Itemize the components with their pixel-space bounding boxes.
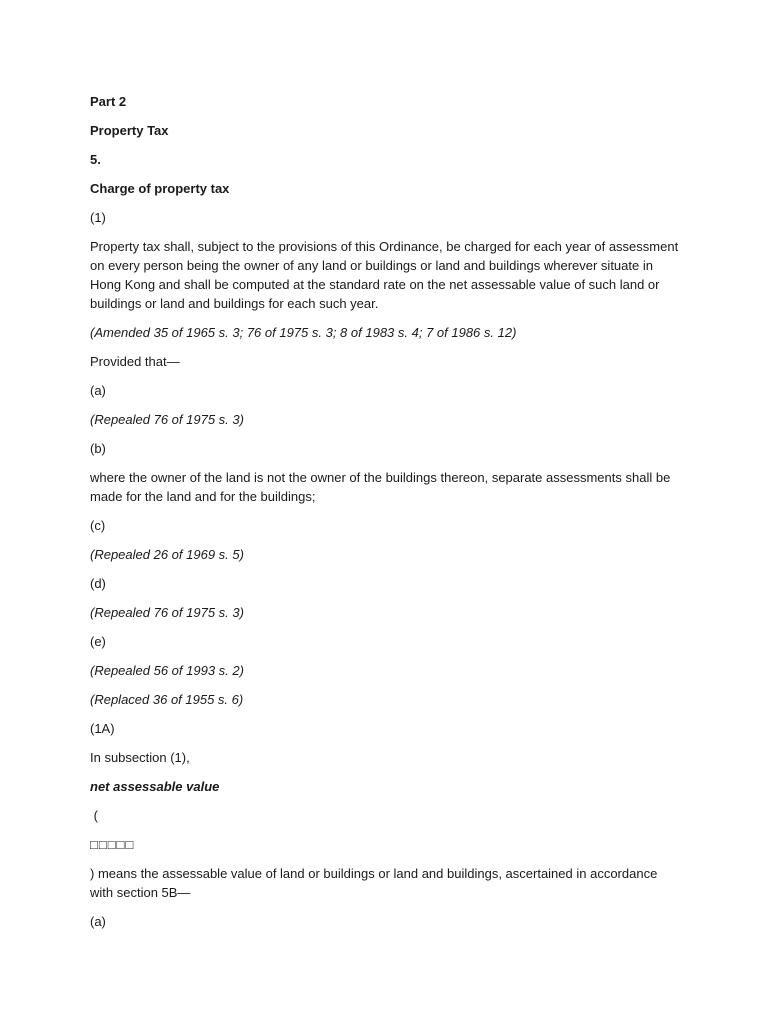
subsection-1-label: (1) <box>90 210 106 225</box>
open-parenthesis: ( <box>90 808 98 823</box>
document-page <box>90 92 680 941</box>
section-title: Charge of property tax <box>90 181 230 196</box>
paragraph-c-label: (c) <box>90 518 106 533</box>
defined-term: net assessable value <box>90 779 220 794</box>
replaced-note: (Replaced 36 of 1955 s. 6) <box>90 692 244 707</box>
subsection-1a-label: (1A) <box>90 721 115 736</box>
paragraph-a-repealed-note: (Repealed 76 of 1975 s. 3) <box>90 412 244 427</box>
subsection-1a-intro: In subsection (1), <box>90 750 190 765</box>
part-heading: Part 2 <box>90 94 127 109</box>
part-title: Property Tax <box>90 123 169 138</box>
paragraph-a-label: (a) <box>90 383 106 398</box>
section-number: 5. <box>90 152 101 167</box>
paragraph-e-label: (e) <box>90 634 106 649</box>
paragraph-b-text: where the owner of the land is not the owner of the buildings thereon, separate assessments shall be made for the land and for the buildings; <box>90 470 671 504</box>
paragraph-b-label: (b) <box>90 441 106 456</box>
paragraph-e-repealed-note: (Repealed 56 of 1993 s. 2) <box>90 663 244 678</box>
subsection-1-text: Property tax shall, subject to the provisions of this Ordinance, be charged for each year of assessment on every person being the owner of any land or buildings or land and buildings wherever situate in Hong Kong and shall be computed at the standard rate on the net assessable value of such land or buildings or land and buildings for each such year. <box>90 239 679 311</box>
definition-paragraph-a-label: (a) <box>90 914 106 929</box>
proviso-text: Provided that— <box>90 354 180 369</box>
paragraph-d-repealed-note: (Repealed 76 of 1975 s. 3) <box>90 605 244 620</box>
definition-text: ) means the assessable value of land or buildings or land and buildings, ascertained in accordance with section 5B— <box>90 866 658 900</box>
subsection-1-amendment-note: (Amended 35 of 1965 s. 3; 76 of 1975 s. 3; 8 of 1983 s. 4; 7 of 1986 s. 12) <box>90 325 517 340</box>
paragraph-c-repealed-note: (Repealed 26 of 1969 s. 5) <box>90 547 244 562</box>
paragraph-d-label: (d) <box>90 576 106 591</box>
chinese-term-placeholder: □□□□□ <box>90 837 135 852</box>
